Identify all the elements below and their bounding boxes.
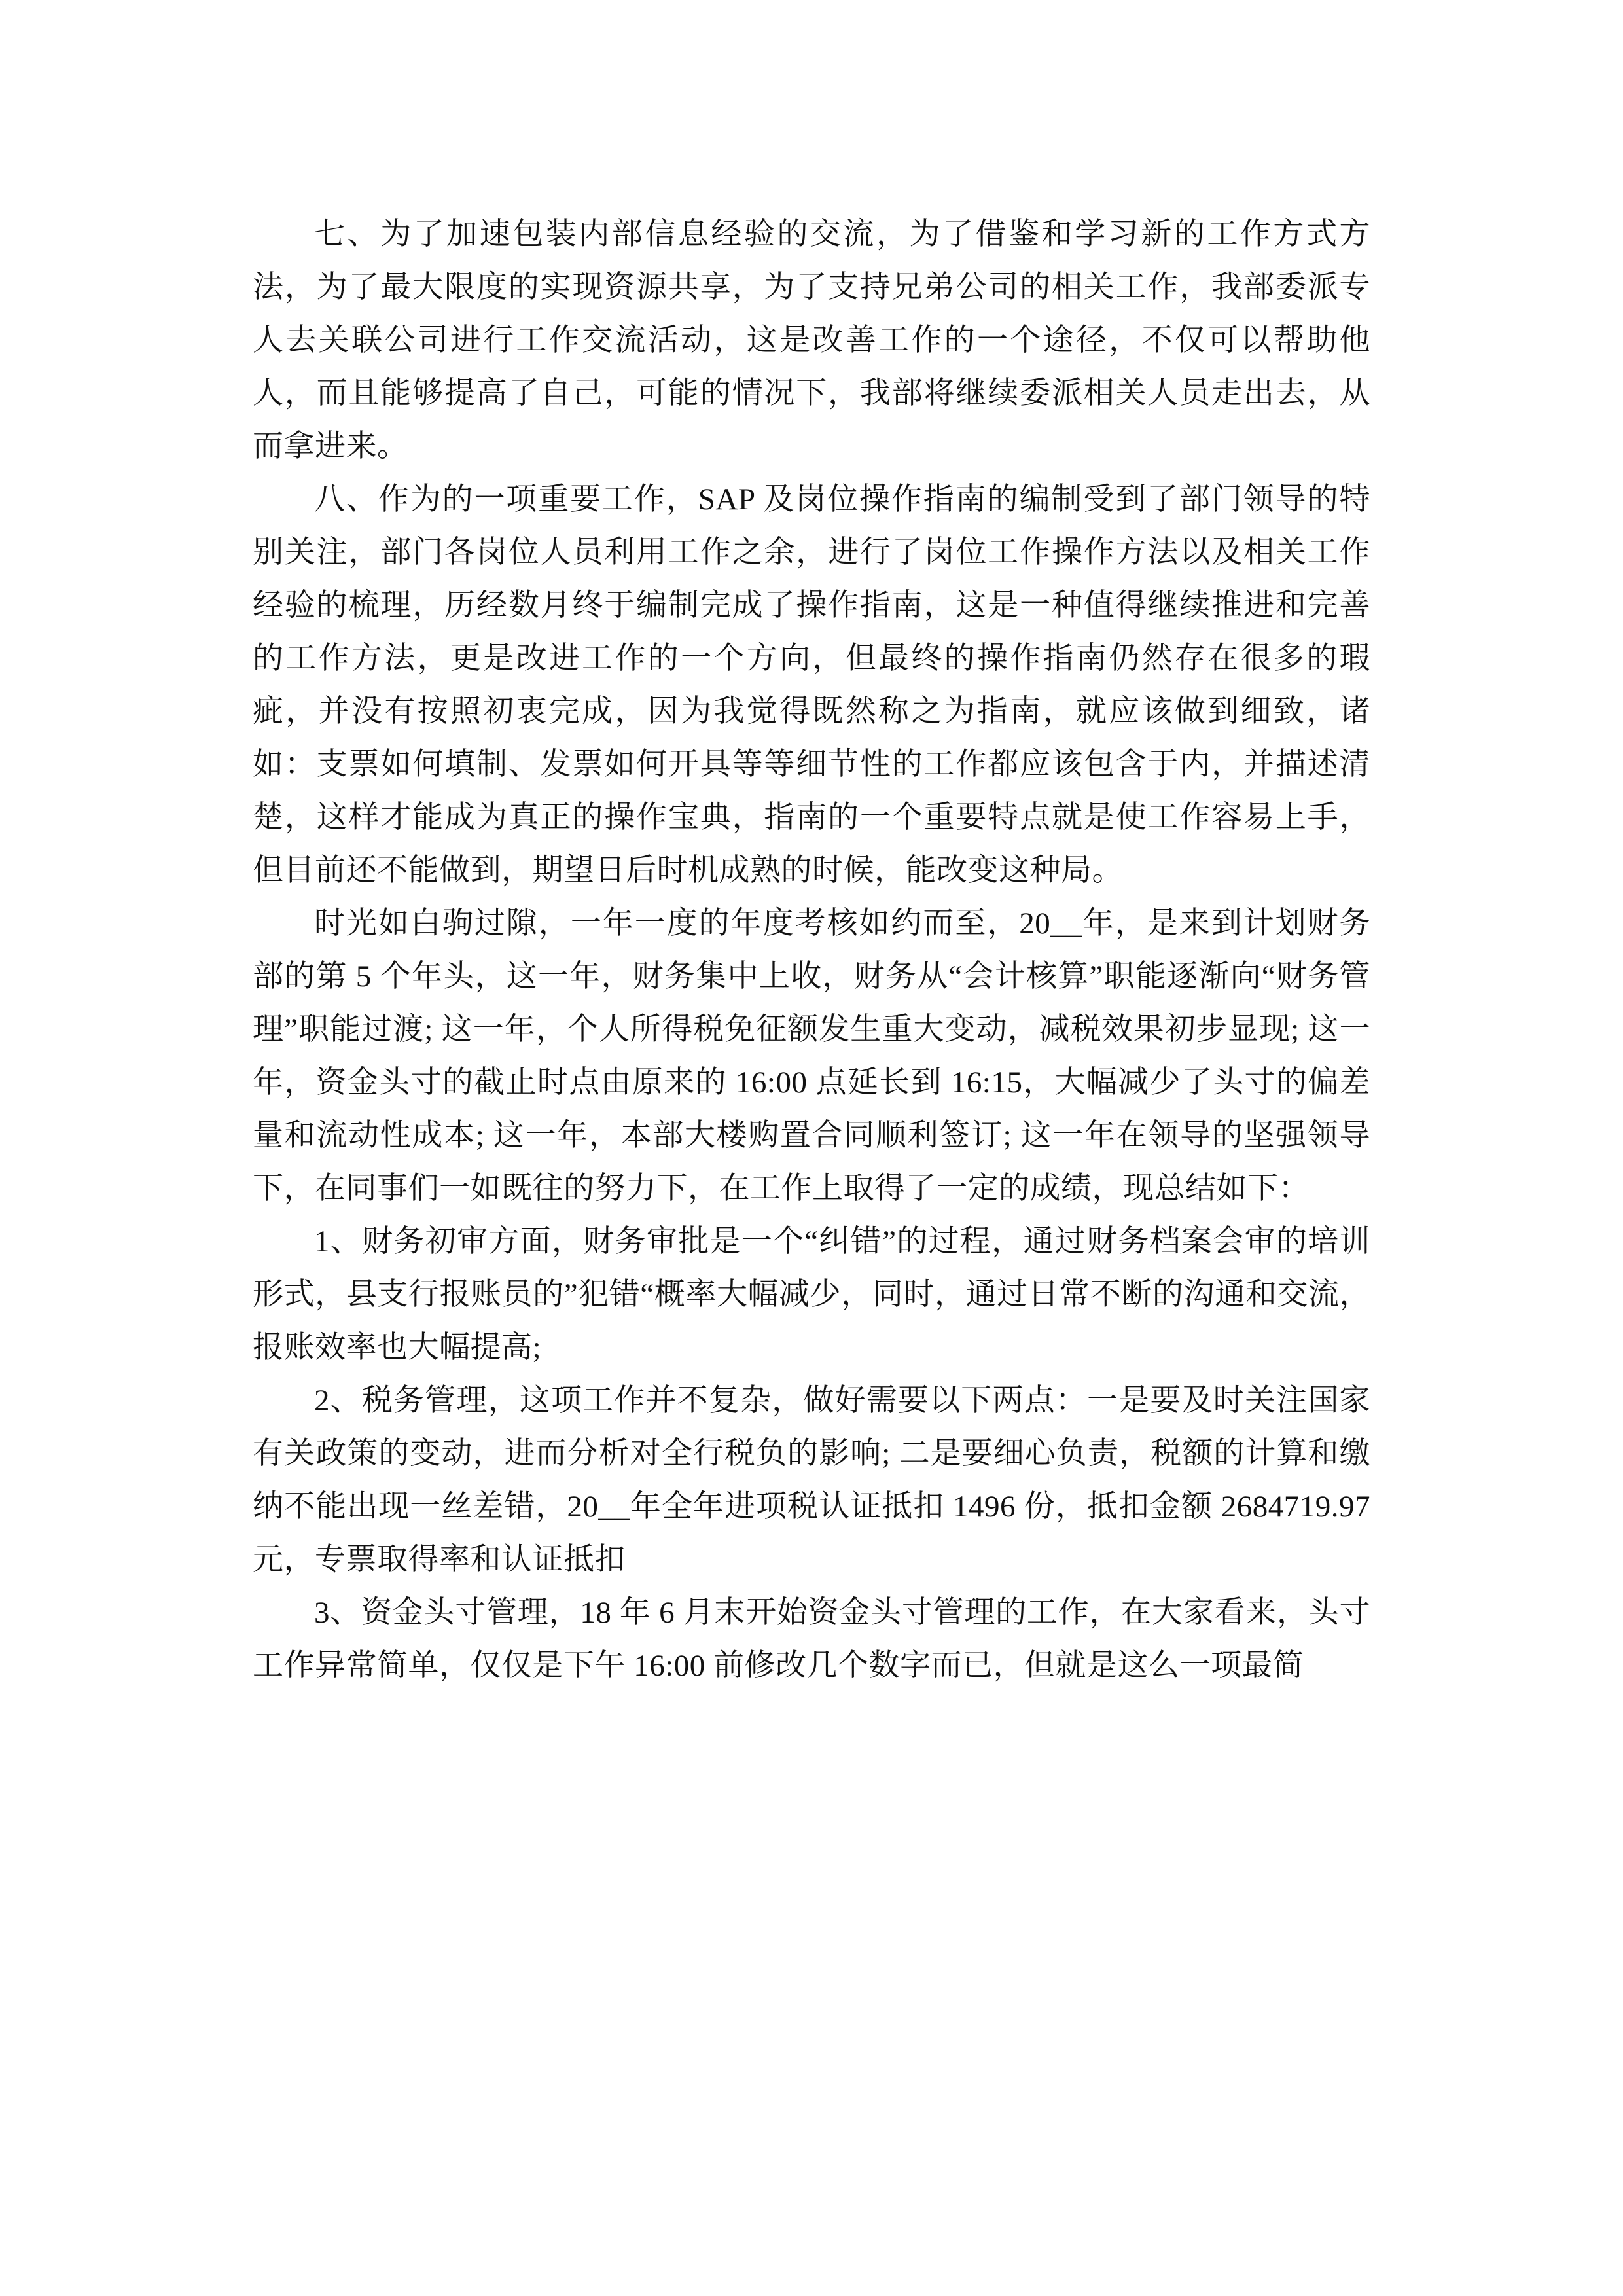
- paragraph: 时光如白驹过隙，一年一度的年度考核如约而至，20__年，是来到计划财务部的第 5 个年头，这一年，财务集中上收，财务从“会计核算”职能逐渐向“财务管理”职能过渡; 这一年，个人所得税免征额发生重大变动，减税效果初步显现; 这一年，资金头寸的截止时点由原来的 16:00 点延长到 16:15，大幅减少了头寸的偏差量和流动性成本; 这一年，本部大楼购置合同顺利签订; 这一年在领导的坚强领导下，在同事们一如既往的努力下，在工作上取得了一定的成绩，现总结如下：: [253, 906, 1370, 1206]
- paragraph: 3、资金头寸管理，18 年 6 月末开始资金头寸管理的工作，在大家看来，头寸工作异常简单，仅仅是下午 16:00 前修改几个数字而已，但就是这么一项最简: [253, 1596, 1370, 1683]
- document-body: [253, 208, 1370, 1693]
- paragraph: 七、为了加速包装内部信息经验的交流，为了借鉴和学习新的工作方式方法，为了最大限度的实现资源共享，为了支持兄弟公司的相关工作，我部委派专人去关联公司进行工作交流活动，这是改善工作的一个途径，不仅可以帮助他人，而且能够提高了自己，可能的情况下，我部将继续委派相关人员走出去，从而拿进来。: [253, 217, 1370, 463]
- paragraph: 1、财务初审方面，财务审批是一个“纠错”的过程，通过财务档案会审的培训形式，县支行报账员的”犯错“概率大幅减少，同时，通过日常不断的沟通和交流，报账效率也大幅提高;: [253, 1225, 1370, 1365]
- paragraph: 八、作为的一项重要工作，SAP 及岗位操作指南的编制受到了部门领导的特别关注，部门各岗位人员利用工作之余，进行了岗位工作操作方法以及相关工作经验的梳理，历经数月终于编制完成了操作指南，这是一种值得继续推进和完善的工作方法，更是改进工作的一个方向，但最终的操作指南仍然存在很多的瑕疵，并没有按照初衷完成，因为我觉得既然称之为指南，就应该做到细致，诸如：支票如何填制、发票如何开具等等细节性的工作都应该包含于内，并描述清楚，这样才能成为真正的操作宝典，指南的一个重要特点就是使工作容易上手，但目前还不能做到，期望日后时机成熟的时候，能改变这种局。: [253, 482, 1370, 888]
- paragraph: 2、税务管理，这项工作并不复杂，做好需要以下两点：一是要及时关注国家有关政策的变动，进而分析对全行税负的影响; 二是要细心负责，税额的计算和缴纳不能出现一丝差错，20__年全年进项税认证抵扣 1496 份，抵扣金额 2684719.97 元，专票取得率和认证抵扣: [253, 1384, 1370, 1577]
